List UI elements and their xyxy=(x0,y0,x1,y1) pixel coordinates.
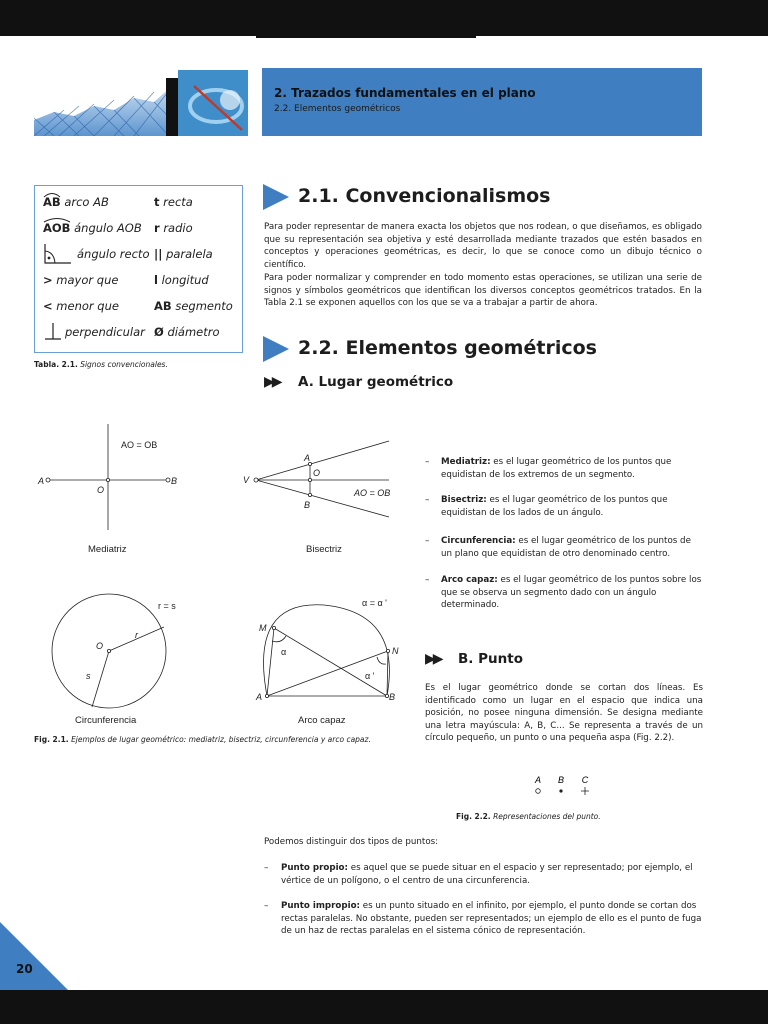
label-r-eq-s: r = s xyxy=(158,601,176,611)
point-figure xyxy=(527,772,607,802)
point-label-a: A xyxy=(534,775,542,785)
sym-angulo-recto-label: ángulo recto xyxy=(77,247,150,261)
sym-menor: < xyxy=(43,299,53,313)
chapter-title: 2. Trazados fundamentales en el plano xyxy=(274,86,536,100)
label-n: N xyxy=(392,646,399,656)
label-arco-capaz: Arco capaz xyxy=(298,715,346,726)
list-item: – Punto impropio: es un punto situado en el infinito, por ejemplo, el punto donde se cortan dos rectas paralelas. No obstante, pueden ser representados; un ejemplo de ello es el punto de fuga de un haz de rectas paralelas en el sistema cónico de representación. xyxy=(264,901,702,937)
sym-r: r xyxy=(154,221,160,235)
sym-segmento-label: segmento xyxy=(175,299,233,313)
label-b: B xyxy=(304,500,311,510)
sym-recta-label: recta xyxy=(163,195,193,209)
top-notch xyxy=(256,26,476,38)
label-mediatriz: Mediatriz xyxy=(88,544,127,555)
label-o: O xyxy=(97,485,105,495)
label-alpha-eq: α = α ' xyxy=(362,598,387,608)
label-o: O xyxy=(96,641,104,651)
sym-menor-label: menor que xyxy=(56,299,119,313)
label-r: r xyxy=(135,630,138,640)
section-21-paragraph-1: Para poder representar de manera exacta los objetos que nos rodean, o que diseñamos, es obligado que su representación sea objetiva y esté desarrollada mediante trazados que estén basados en conceptos y operaciones geométricas, es decir, lo que se conoce como un dibujo técnico o científico. xyxy=(264,222,702,270)
list-item: – Bisectriz: es el lugar geométrico de los puntos que equidistan de los lados de un ángulo. xyxy=(425,495,668,518)
sym-mayor-label: mayor que xyxy=(56,273,119,287)
list-item: – Mediatriz: es el lugar geométrico de los puntos que equidistan de los extremos de un segmento. xyxy=(425,457,672,480)
label-a: A xyxy=(256,692,263,702)
dot-point-icon xyxy=(559,789,562,792)
label-a: A xyxy=(38,476,45,486)
sym-diametro-label: diámetro xyxy=(167,325,220,339)
circle-point-icon xyxy=(536,789,541,794)
label-o: O xyxy=(313,468,321,478)
sym-mayor: > xyxy=(43,273,53,287)
section-21-heading: 2.1. Convencionalismos xyxy=(298,185,551,207)
label-bisectriz: Bisectriz xyxy=(306,544,342,555)
perpendicular-icon xyxy=(43,321,63,341)
figure-21-caption: Fig. 2.1. Ejemplos de lugar geométrico: mediatriz, bisectriz, circunferencia y arco capaz. xyxy=(34,735,371,744)
label-alpha-prime: α ' xyxy=(365,671,375,681)
label-m: M xyxy=(259,623,267,633)
label-ao-ob: AO = OB xyxy=(121,440,158,450)
label-circunferencia: Circunferencia xyxy=(75,715,137,726)
punto-paragraph: Es el lugar geométrico donde se cortan dos líneas. Es identificado como un lugar en el espacio que indica una posición, no posee ninguna dimensión. Se designa mediante una letra mayúscula: A, B, C... Se representa a través de un círculo pequeño, un punto o una pequeña aspa (Fig. 2.2). xyxy=(425,683,703,744)
figure-21-drawings xyxy=(34,415,414,735)
label-alpha: α xyxy=(281,647,287,657)
sym-paralela: || xyxy=(154,247,163,261)
label-v: V xyxy=(243,475,250,485)
sym-radio-label: radio xyxy=(163,221,193,235)
cross-point-icon xyxy=(581,787,589,795)
sym-ab-arc: AB xyxy=(43,195,61,209)
list-item: – Circunferencia: es el lugar geométrico de los puntos de un plano que equidistan de otro denominado centro. xyxy=(425,536,691,559)
sym-longitud-label: longitud xyxy=(161,273,209,287)
subsection-b-heading: B. Punto xyxy=(458,651,523,667)
sym-t: t xyxy=(154,195,160,209)
table-caption: Tabla. 2.1. Signos convencionales. xyxy=(34,360,168,369)
figure-22-caption: Fig. 2.2. Representaciones del punto. xyxy=(456,812,601,821)
right-angle-icon xyxy=(43,243,73,265)
chapter-header-band xyxy=(262,68,702,136)
list-item: – Punto propio: es aquel que se puede situar en el espacio y ser representado; por ejemplo, el vértice de un polígono, o el centro de una circunferencia. xyxy=(264,863,693,886)
tipos-intro: Podemos distinguir dos tipos de puntos: xyxy=(264,837,439,847)
section-triangle-icon xyxy=(263,184,289,210)
label-ao-ob: AO = OB xyxy=(354,488,391,498)
point-label-b: B xyxy=(557,775,565,785)
section-triangle-icon xyxy=(263,336,289,362)
bottom-dark-bar xyxy=(0,990,768,1024)
sym-aob: AOB xyxy=(43,221,71,235)
banner-image xyxy=(34,70,248,136)
sym-diametro: Ø xyxy=(154,325,164,339)
double-arrow-icon: ▶▶ xyxy=(264,374,280,390)
point-label-c: C xyxy=(581,775,589,785)
page-number: 20 xyxy=(16,962,33,976)
sym-arco-label: arco AB xyxy=(64,195,109,209)
sym-angulo-label: ángulo AOB xyxy=(74,221,142,235)
page-corner-triangle xyxy=(0,922,68,990)
sym-ab-segment: AB xyxy=(154,299,172,313)
chapter-subtitle: 2.2. Elementos geométricos xyxy=(274,104,401,114)
label-b: B xyxy=(389,692,396,702)
sym-perpendicular-label: perpendicular xyxy=(65,325,145,339)
section-22-heading: 2.2. Elementos geométricos xyxy=(298,337,597,359)
section-21-paragraph-2: Para poder normalizar y comprender en todo momento estas operaciones, se utilizan una serie de signos y símbolos geométricos que identifican los diversos conceptos geométricos tratados. En la Tabla 2.1 se exponen aquellos con los que se va a trabajar a partir de ahora. xyxy=(264,273,702,309)
subsection-a-heading: A. Lugar geométrico xyxy=(298,374,454,390)
sym-paralela-label: paralela xyxy=(166,247,213,261)
label-b: B xyxy=(171,476,178,486)
double-arrow-icon: ▶▶ xyxy=(425,651,441,667)
sym-l: l xyxy=(154,273,158,287)
symbols-table xyxy=(34,185,243,353)
label-s: s xyxy=(86,671,91,681)
list-item: – Arco capaz: es el lugar geométrico de los puntos sobre los que se observa un segmento dado con un ángulo determinado. xyxy=(425,575,702,611)
label-a: A xyxy=(304,453,311,463)
